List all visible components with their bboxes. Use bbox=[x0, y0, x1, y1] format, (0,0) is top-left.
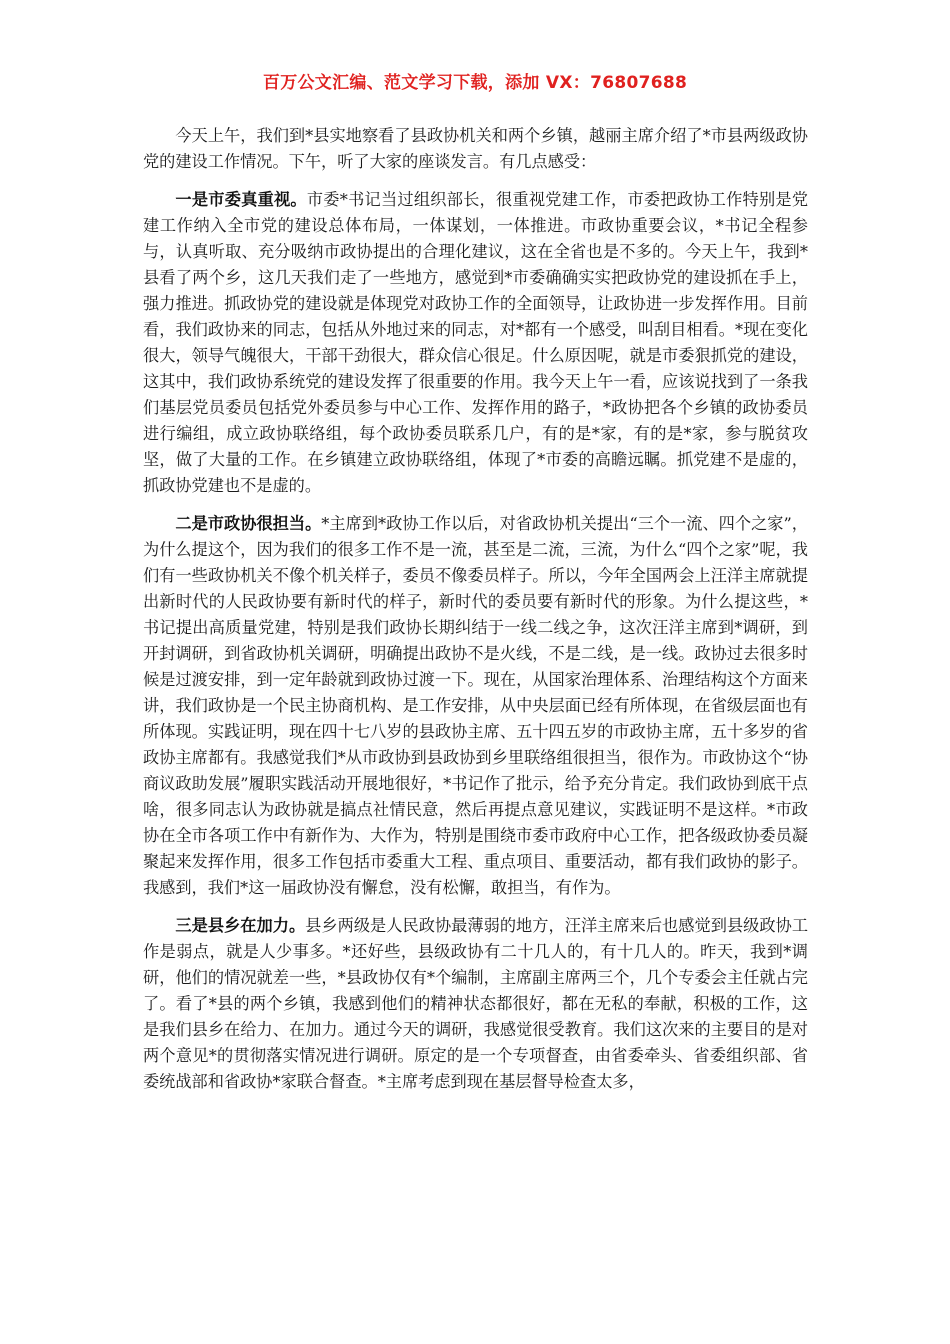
document-body bbox=[143, 123, 808, 1107]
paragraph-text: *主席到*政协工作以后，对省政协机关提出“三个一流、四个之家”，为什么提这个，因为我们的很多工作不是一流，甚至是二流，三流，为什么“四个之家”呢，我们有一些政协机关不像个机关样子，委员不像委员样子。所以，今年全国两会上汪洋主席就提出新时代的人民政协要有新时代的样子，新时代的委员要有新时代的形象。为什么提这些，*书记提出高质量党建，特别是我们政协长期纠结于一线二线之争，这次汪洋主席到*调研，到开封调研，到省政协机关调研，明确提出政协不是火线，不是二线，是一线。政协过去很多时候是过渡安排，到一定年龄就到政协过渡一下。现在，从国家治理体系、治理结构这个方面来讲，我们政协是一个民主协商机构、是工作安排，从中央层面已经有所体现，在省级层面也有所体现。实践证明，现在四十七八岁的县政协主席、五十四五岁的市政协主席，五十多岁的省政协主席都有。我感觉我们*从市政协到县政协到乡里联络组很担当，很作为。市政协这个“协商议政助发展”履职实践活动开展地很好，*书记作了批示，给予充分肯定。我们政协到底干点啥，很多同志认为政协就是搞点社情民意，然后再提点意见建议，实践证明不是这样。*市政协在全市各项工作中有新作为、大作为，特别是围绕市委市政府中心工作，把各级政协委员凝聚起来发挥作用，很多工作包括市委重大工程、重点项目、重要活动，都有我们政协的影子。我感到，我们*这一届政协没有懈怠，没有松懈，敢担当，有作为。 bbox=[143, 514, 808, 897]
paragraph-intro bbox=[143, 123, 808, 175]
paragraph-lead: 二是市政协很担当。 bbox=[175, 514, 322, 533]
paragraph-point-3 bbox=[143, 913, 808, 1095]
paragraph-text: 今天上午，我们到*县实地察看了县政协机关和两个乡镇，越丽主席介绍了*市县两级政协党的建设工作情况。下午，听了大家的座谈发言。有几点感受： bbox=[143, 126, 808, 171]
paragraph-lead: 一是市委真重视。 bbox=[175, 190, 307, 209]
paragraph-text: 县乡两级是人民政协最薄弱的地方，汪洋主席来后也感觉到县级政协工作是弱点，就是人少事多。*还好些，县级政协有二十几人的，有十几人的。昨天，我到*调研，他们的情况就差一些，*县政协仅有*个编制，主席副主席两三个，几个专委会主任就占完了。看了*县的两个乡镇，我感到他们的精神状态都很好，都在无私的奉献，积极的工作，这是我们县乡在给力、在加力。通过今天的调研，我感觉很受教育。我们这次来的主要目的是对两个意见*的贯彻落实情况进行调研。原定的是一个专项督查，由省委牵头、省委组织部、省委统战部和省政协*家联合督查。*主席考虑到现在基层督导检查太多， bbox=[143, 916, 809, 1091]
paragraph-point-2 bbox=[143, 511, 808, 901]
paragraph-text: 市委*书记当过组织部长，很重视党建工作，市委把政协工作特别是党建工作纳入全市党的建设总体布局，一体谋划，一体推进。市政协重要会议，*书记全程参与，认真听取、充分吸纳市政协提出的合理化建议，这在全省也是不多的。今天上午，我到*县看了两个乡，这几天我们走了一些地方，感觉到*市委确确实实把政协党的建设抓在手上，强力推进。抓政协党的建设就是体现党对政协工作的全面领导，让政协进一步发挥作用。目前看，我们政协来的同志，包括从外地过来的同志，对*都有一个感受，叫刮目相看。*现在变化很大，领导气魄很大，干部干劲很大，群众信心很足。什么原因呢，就是市委狠抓党的建设，这其中，我们政协系统党的建设发挥了很重要的作用。我今天上午一看，应该说找到了一条我们基层党员委员包括党外委员参与中心工作、发挥作用的路子，*政协把各个乡镇的政协委员进行编组，成立政协联络组，每个政协委员联系几户，有的是*家，有的是*家，参与脱贫攻坚，做了大量的工作。在乡镇建立政协联络组，体现了*市委的高瞻远瞩。抓党建不是虚的，抓政协党建也不是虚的。 bbox=[143, 190, 809, 495]
page-header-watermark: 百万公文汇编、范文学习下载，添加 VX：76807688 bbox=[262, 73, 688, 93]
paragraph-lead: 三是县乡在加力。 bbox=[175, 916, 306, 935]
paragraph-point-1 bbox=[143, 187, 808, 499]
